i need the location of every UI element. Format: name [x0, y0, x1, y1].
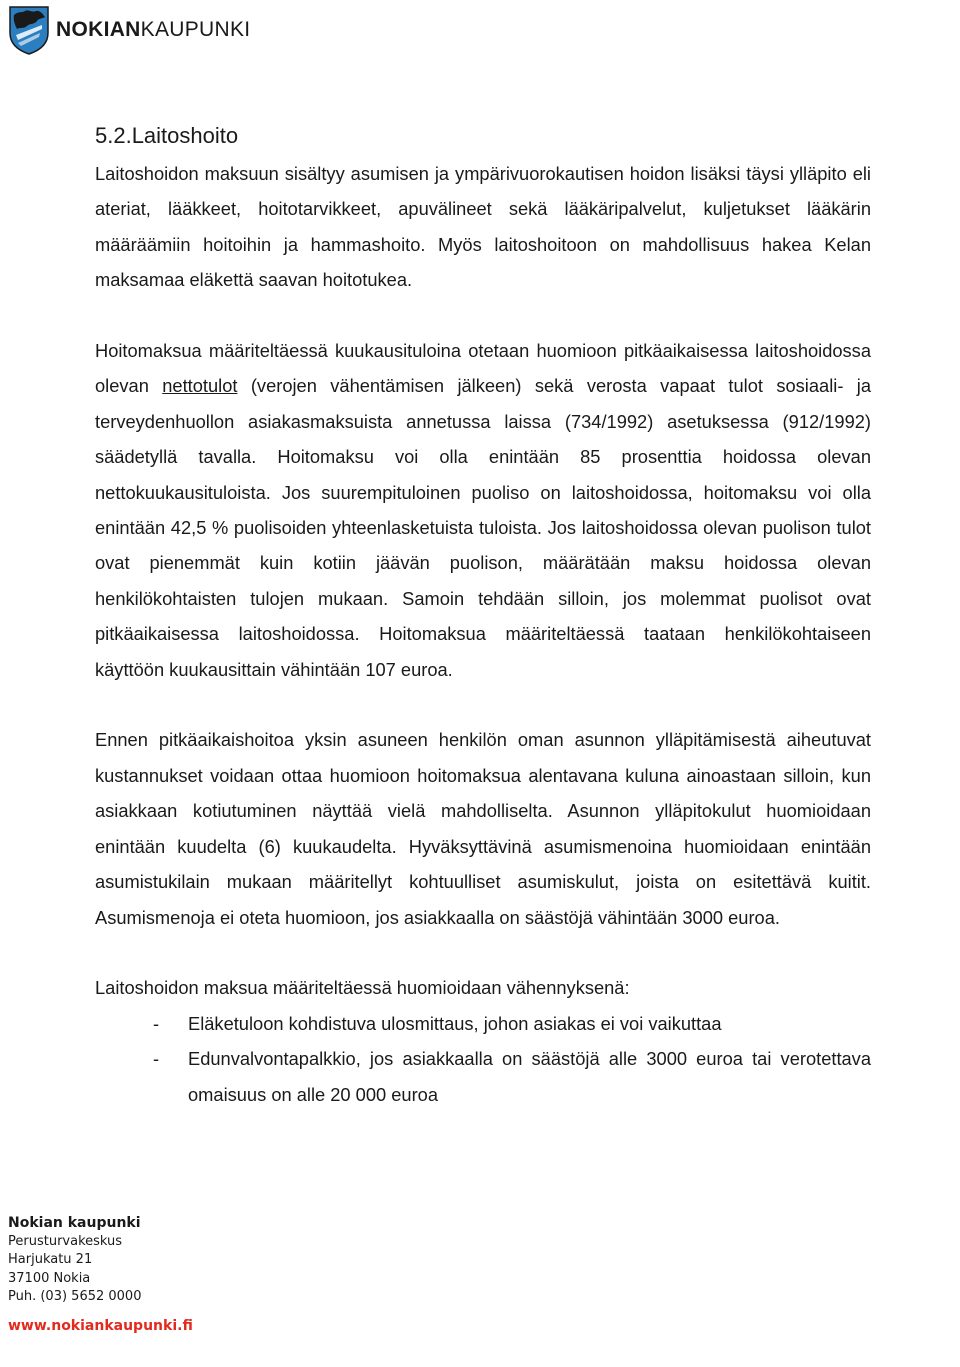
paragraph-housing-costs: Ennen pitkäaikaishoitoa yksin asuneen henkilön oman asunnon ylläpitämisestä aiheutuvat kustannukset voidaan ottaa huomioon hoitomaksua alentavana kuluna ainoastaan silloin, kun asiakkaan kotiutuminen näyttää vielä mahdolliselta. Asunnon ylläpitokulut huomioidaan enintään kuudelta (6) kuukaudelta. Hyväksyttävinä asumismenoina huomioidaan enintään asumistukilain mukaan määritellyt kohtuulliset asumiskulut, joista on esitettävä kuitit. Asumismenoja ei oteta huomioon, jos asiakkaalla on säästöjä vähintään 3000 euroa.	[95, 729, 871, 928]
footer-phone: Puh. (03) 5652 0000	[8, 1289, 142, 1304]
brand-bold-text: NOKIAN	[56, 18, 141, 41]
footer-website-link[interactable]: www.nokiankaupunki.fi	[8, 1317, 193, 1334]
page-footer	[8, 1214, 193, 1335]
list-item	[153, 1041, 871, 1112]
nokia-crest-icon	[8, 5, 50, 55]
paragraph-fee-part-a: Hoitomaksua määriteltäessä kuukausituloina otetaan huomioon pitkäaikaisessa laitoshoidossa olevan	[95, 340, 871, 397]
paragraph-fee-part-b: (verojen vähentämisen jälkeen) sekä verosta vapaat tulot sosiaali- ja terveydenhuollon asiakasmaksuista annetussa laissa (734/1992) asetuksessa (912/1992) säädetyllä tavalla. Hoitomaksu voi olla enintään 85 prosenttia hoidossa olevan nettokuukausituloista. Jos suurempituloinen puoliso on laitoshoidossa, hoitomaksu voi olla enintään 42,5 % puolisoiden yhteenlasketuista tuloista. Jos laitoshoidossa olevan puolison tulot ovat pienemmät kuin kotiin jäävän puolison, määrätään maksu hoidossa olevan henkilökohtaisten tulojen mukaan. Samoin tehdään silloin, jos molemmat puolisot ovat pitkäaikaisessa laitoshoidossa. Hoitomaksua määriteltäessä taataan henkilökohtaiseen käyttöön kuukausittain vähintään 107 euroa.	[95, 375, 872, 680]
section-heading: 5.2.Laitoshoito	[95, 123, 239, 148]
paragraph-fee-calculation	[95, 333, 871, 687]
list-item-text: Eläketuloon kohdistuva ulosmittaus, johon asiakas ei voi vaikuttaa	[188, 1012, 722, 1034]
deductions-intro: Laitoshoidon maksua määriteltäessä huomioidaan vähennyksenä:	[95, 977, 630, 999]
dash-marker: -	[153, 1048, 160, 1070]
brand-logotype	[56, 18, 250, 42]
footer-org-name: Nokian kaupunki	[8, 1215, 141, 1231]
page-header	[8, 4, 250, 56]
brand-light-text: KAUPUNKI	[140, 18, 251, 41]
footer-unit: Perusturvakeskus	[8, 1233, 123, 1249]
list-item	[153, 1006, 871, 1041]
dash-marker: -	[153, 1012, 160, 1034]
deductions-list	[95, 1006, 871, 1112]
footer-postal: 37100 Nokia	[8, 1270, 91, 1286]
list-item-text: Edunvalvontapalkkio, jos asiakkaalla on säästöjä alle 3000 euroa tai verotettava omaisuus on alle 20 000 euroa	[188, 1048, 871, 1105]
net-income-underlined: nettotulot	[162, 375, 238, 397]
document-body	[95, 118, 871, 1112]
paragraph-scope: Laitoshoidon maksuun sisältyy asumisen ja ympärivuorokautisen hoidon lisäksi täysi ylläpito eli ateriat, lääkkeet, hoitotarvikkeet, apuvälineet sekä lääkäripalvelut, kuljetukset lääkärin määräämiin hoitoihin ja hammashoito. Myös laitoshoitoon on mahdollisuus hakea Kelan maksamaa eläkettä saavan hoitotukea.	[95, 163, 871, 291]
footer-street: Harjukatu 21	[8, 1252, 93, 1267]
